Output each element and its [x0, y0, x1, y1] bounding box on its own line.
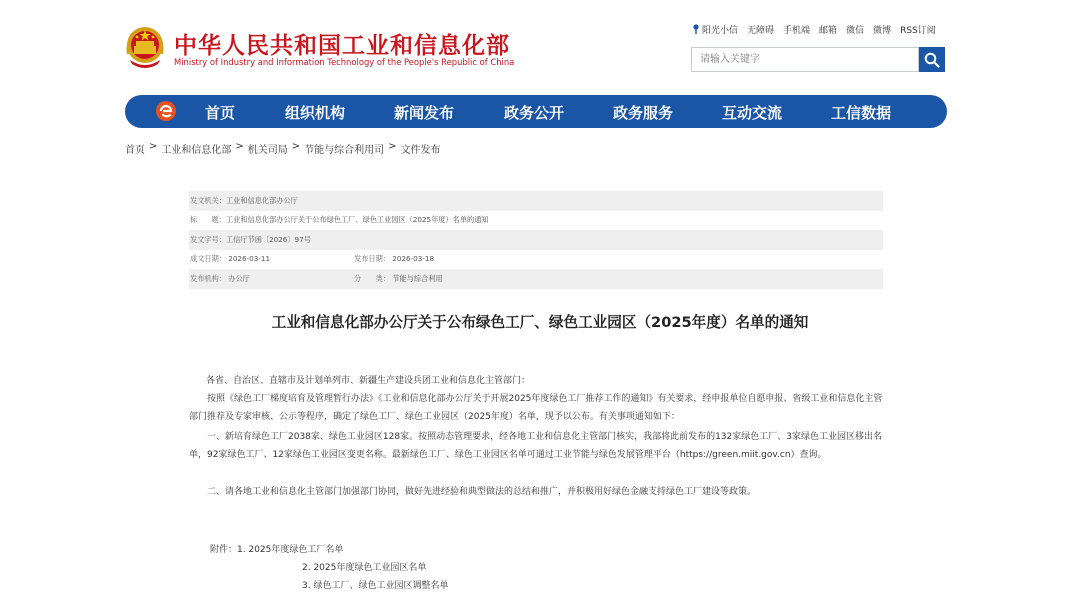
org-value: 办公厅 [228, 273, 250, 283]
toplink-weibo[interactable]: 微博 [873, 26, 892, 36]
title-label: 标 题： [190, 215, 226, 225]
info-row-doc-no [189, 230, 883, 250]
breadcrumb-separator: > [291, 141, 301, 152]
doc-no-value: 工信厅节函〔2026〕97号 [225, 234, 311, 244]
info-row-issuer [189, 191, 883, 211]
national-emblem-icon [124, 24, 166, 70]
created-label: 成文日期： [190, 254, 226, 264]
article-paragraph: 一、新培育绿色工厂2038家、绿色工业园区128家。按照动态管理要求，经各地工业和信息化主管部门核实，我部将此前发布的132家绿色工厂、3家绿色工业园区移出名单，92家绿色工厂、12家绿色工业园区变更名称。最新绿色工厂、绿色工业园区名单可通过工业节能与绿色发展管理平台（https://green.miit.gov.cn）查询。 [189, 432, 882, 460]
site-subtitle: Ministry of Industry and Information Technology of the People's Republic of China [174, 57, 515, 67]
info-row-title [189, 211, 883, 231]
toplink-mobile[interactable]: 手机端 [783, 26, 811, 36]
org-label: 发布机构： [190, 273, 226, 283]
breadcrumb-separator: > [149, 141, 158, 152]
article-paragraph: 二、请各地工业和信息化主管部门加强部门协同，做好先进经验和典型做法的总结和推广，并积极用好绿色金融支持绿色工厂建设等政策。 [189, 487, 757, 497]
main-nav [125, 95, 947, 128]
nav-home[interactable]: 首页 [205, 104, 236, 122]
breadcrumb-separator: > [235, 141, 244, 152]
attachment-link[interactable]: 3. 绿色工厂、绿色工业园区调整名单 [302, 581, 449, 591]
article-paragraph: 按照《绿色工厂梯度培育及管理暂行办法》《工业和信息化部办公厅关于开展2025年度绿色工厂推荐工作的通知》有关要求，经申报单位自愿申报、省级工业和信息化主管部门推荐及专家审核、公示等程序，确定了绿色工厂、绿色工业园区（2025年度）名单，现予以公布。有关事项通知如下： [189, 394, 883, 422]
breadcrumb [125, 141, 441, 156]
nav-data[interactable]: 工信数据 [831, 104, 892, 122]
nav-interaction[interactable]: 互动交流 [722, 104, 783, 122]
site-header [0, 0, 1080, 92]
top-links [692, 23, 936, 36]
nav-gov-services[interactable]: 政务服务 [613, 104, 674, 122]
breadcrumb-energy-dept[interactable]: 节能与综合利用司 [304, 145, 385, 156]
issuer-label: 发文机关： [190, 195, 226, 205]
category-label: 分 类： [354, 273, 390, 283]
category-value: 节能与综合利用 [392, 273, 443, 283]
issuer-value: 工业和信息化部办公厅 [225, 195, 298, 205]
toplink-mail[interactable]: 邮箱 [819, 26, 838, 36]
nav-gov-affairs-public[interactable]: 政务公开 [504, 104, 565, 122]
search-input[interactable] [691, 47, 919, 72]
toplink-sunshine[interactable]: 阳光小信 [692, 23, 738, 36]
nav-news[interactable]: 新闻发布 [394, 104, 455, 122]
doc-no-label: 发文字号： [190, 234, 226, 244]
attachment-link[interactable]: 2. 2025年度绿色工业园区名单 [302, 563, 427, 573]
breadcrumb-home[interactable]: 首页 [125, 145, 145, 156]
toplink-rss[interactable]: RSS订阅 [900, 26, 936, 36]
published-value: 2026-03-18 [392, 254, 435, 264]
sunshine-icon [692, 24, 700, 34]
site-title[interactable]: 中华人民共和国工业和信息化部 [174, 33, 510, 59]
published-label: 发布日期： [354, 254, 390, 264]
attachments-label: 附件：1. 2025年度绿色工厂名单 [210, 545, 344, 555]
breadcrumb-departments[interactable]: 机关司局 [247, 145, 288, 156]
search-icon [924, 52, 940, 68]
miit-logo-icon[interactable] [155, 100, 177, 122]
nav-organization[interactable]: 组织机构 [285, 104, 346, 122]
search-button[interactable] [919, 47, 945, 72]
breadcrumb-separator: > [388, 141, 397, 152]
toplink-wechat[interactable]: 微信 [846, 26, 865, 36]
breadcrumb-miit[interactable]: 工业和信息化部 [161, 145, 232, 156]
info-row-dates [189, 250, 883, 270]
document-info-table [189, 191, 883, 289]
article-title: 工业和信息化部办公厅关于公布绿色工厂、绿色工业园区（2025年度）名单的通知 [271, 314, 809, 331]
title-value: 工业和信息化部办公厅关于公布绿色工厂、绿色工业园区（2025年度）名单的通知 [225, 215, 489, 225]
toplink-accessibility[interactable]: 无障碍 [747, 26, 775, 36]
created-value: 2026-03-11 [228, 254, 271, 264]
breadcrumb-documents[interactable]: 文件发布 [400, 145, 441, 156]
attachment-link[interactable]: 1. 2025年度绿色工厂名单 [237, 545, 344, 555]
article-salutation: 各省、自治区、直辖市及计划单列市、新疆生产建设兵团工业和信息化主管部门： [206, 376, 531, 386]
info-row-org [189, 269, 883, 289]
